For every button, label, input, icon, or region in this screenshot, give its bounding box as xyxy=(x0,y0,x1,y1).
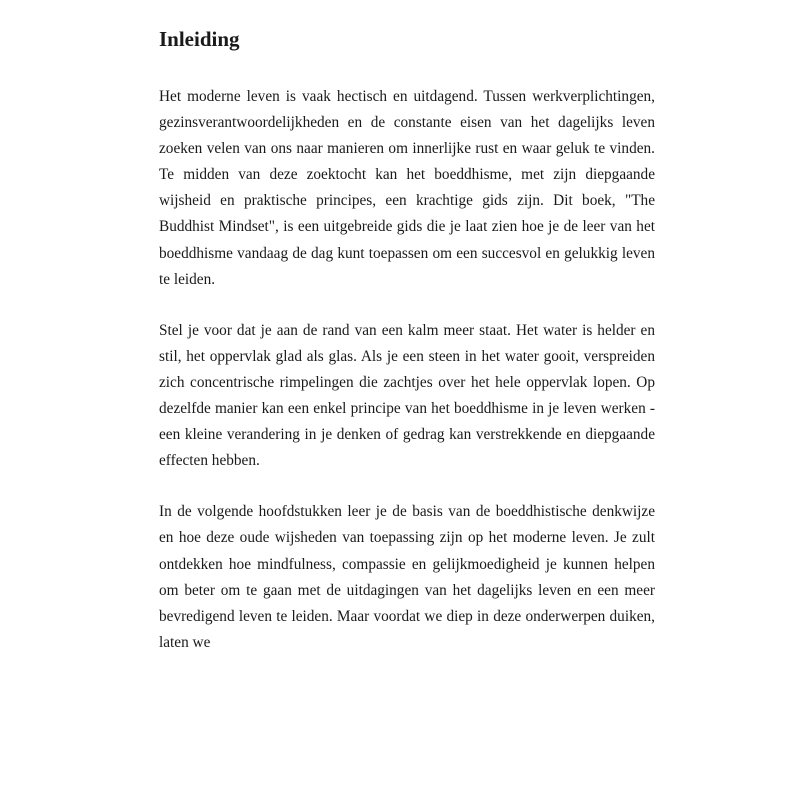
paragraph-3: In de volgende hoofdstukken leer je de basis van de boeddhistische denkwijze en hoe deze oude wijsheden van toepassing zijn op het moderne leven. Je zult ontdekken hoe mindfulness, compassie en gelijkmoedigheid je kunnen helpen om beter om te gaan met de uitdagingen van het dagelijks leven en een meer bevredigend leven te leiden. Maar voordat we diep in deze onderwerpen duiken, laten we xyxy=(159,503,655,651)
paragraph-1: Het moderne leven is vaak hectisch en uitdagend. Tussen werkverplichtingen, gezinsverantwoordelijkheden en de constante eisen van het dagelijks leven zoeken velen van ons naar manieren om innerlijke rust en waar geluk te vinden. Te midden van deze zoektocht kan het boeddhisme, met zijn diepgaande wijsheid en praktische principes, een krachtige gids zijn. Dit boek, "The Buddhist Mindset", is een uitgebreide gids die je laat zien hoe je de leer van het boeddhisme vandaag de dag kunt toepassen om een succesvol en gelukkig leven te leiden. xyxy=(159,88,655,288)
paragraph-2: Stel je voor dat je aan de rand van een kalm meer staat. Het water is helder en stil, het oppervlak glad als glas. Als je een steen in het water gooit, verspreiden zich concentrische rimpelingen die zachtjes over het hele oppervlak lopen. Op dezelfde manier kan een enkel principe van het boeddhisme in je leven werken - een kleine verandering in je denken of gedrag kan verstrekkende en diepgaande effecten hebben. xyxy=(159,321,655,470)
document-page xyxy=(159,22,655,681)
chapter-heading: Inleiding xyxy=(159,27,240,51)
